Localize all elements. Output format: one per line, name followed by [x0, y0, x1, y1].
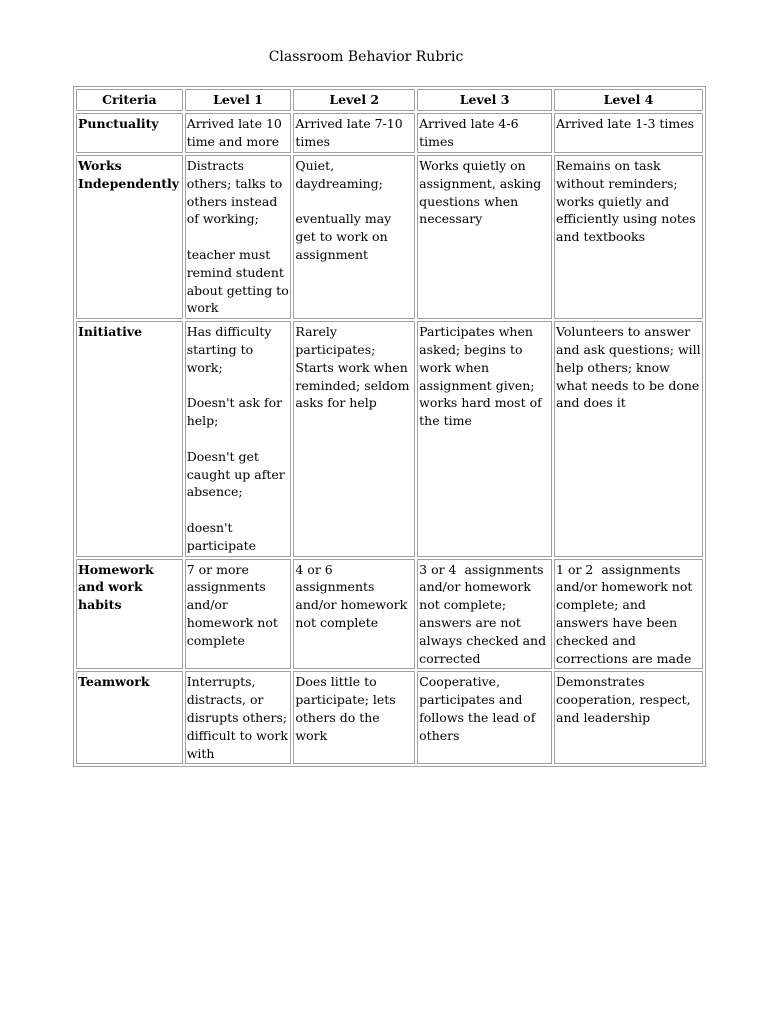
column-header-level-4: Level 4	[554, 89, 703, 111]
table-cell	[185, 155, 292, 319]
table-row	[76, 113, 703, 153]
table-cell	[293, 155, 415, 319]
table-cell	[417, 559, 552, 670]
cell-text: Arrived late 10 time and more	[186, 116, 286, 149]
criteria-cell: Teamwork	[76, 671, 183, 764]
cell-text: Rarely participates; Starts work when reminded; seldom asks for help	[295, 324, 414, 411]
table-cell	[554, 671, 703, 764]
table-cell	[554, 113, 703, 153]
cell-text: Quiet, daydreaming; eventually may get to work on assignment	[295, 158, 392, 262]
table-cell	[417, 155, 552, 319]
cell-text: Remains on task without reminders; works quietly and efficiently using notes and textbooks	[556, 158, 700, 245]
table-cell	[417, 321, 552, 556]
table-cell	[293, 559, 415, 670]
cell-text: Participates when asked; begins to work when assignment given; works hard most of the time	[419, 324, 546, 429]
table-cell	[185, 559, 292, 670]
cell-text: Volunteers to answer and ask questions; will help others; know what needs to be done and does it	[556, 324, 705, 411]
cell-text: Interrupts, distracts, or disrupts others; difficult to work with	[186, 674, 292, 761]
cell-text: Distracts others; talks to others instead of working; teacher must remind student about getting to work	[186, 158, 289, 316]
column-header-level-1: Level 1	[185, 89, 292, 111]
table-cell	[293, 671, 415, 764]
column-header-criteria: Criteria	[76, 89, 183, 111]
table-header-row	[76, 89, 703, 111]
cell-text: Cooperative, participates and follows the lead of others	[419, 674, 540, 743]
cell-text: Arrived late 1-3 times	[556, 116, 695, 131]
table-row	[76, 559, 703, 670]
table-cell	[293, 321, 415, 556]
cell-text: Arrived late 4-6 times	[419, 116, 523, 149]
table-cell	[554, 155, 703, 319]
table-cell	[185, 321, 292, 556]
cell-text: Does little to participate; lets others do the work	[295, 674, 400, 743]
table-cell	[185, 113, 292, 153]
table-row	[76, 321, 703, 556]
table-cell	[554, 559, 703, 670]
cell-text: 3 or 4 assignments and/or homework not complete; answers are not always checked and corrected	[419, 561, 551, 666]
column-header-level-2: Level 2	[293, 89, 415, 111]
cell-text: 1 or 2 assignments and/or homework not complete; and answers have been checked and corrections are made	[556, 561, 697, 666]
cell-text: 4 or 6 assignments and/or homework not complete	[295, 561, 412, 630]
table-cell	[554, 321, 703, 556]
cell-text: Works quietly on assignment, asking questions when necessary	[419, 158, 546, 227]
table-row	[76, 155, 703, 319]
cell-text: Arrived late 7-10 times	[295, 116, 407, 149]
cell-text: 7 or more assignments and/or homework not complete	[186, 561, 282, 648]
cell-text: Has difficulty starting to work; Doesn't ask for help; Doesn't get caught up after absence; doesn't participate	[186, 324, 285, 553]
rubric-table	[73, 86, 706, 767]
criteria-cell: Punctuality	[76, 113, 183, 153]
criteria-cell: Initiative	[76, 321, 183, 556]
table-cell	[293, 113, 415, 153]
table-cell	[185, 671, 292, 764]
table-cell	[417, 671, 552, 764]
column-header-level-3: Level 3	[417, 89, 552, 111]
criteria-cell: Homework and work habits	[76, 559, 183, 670]
table-cell	[417, 113, 552, 153]
criteria-cell: Works Independently	[76, 155, 183, 319]
cell-text: Demonstrates cooperation, respect, and leadership	[556, 674, 695, 725]
table-row	[76, 671, 703, 764]
page-title: Classroom Behavior Rubric	[268, 49, 464, 65]
